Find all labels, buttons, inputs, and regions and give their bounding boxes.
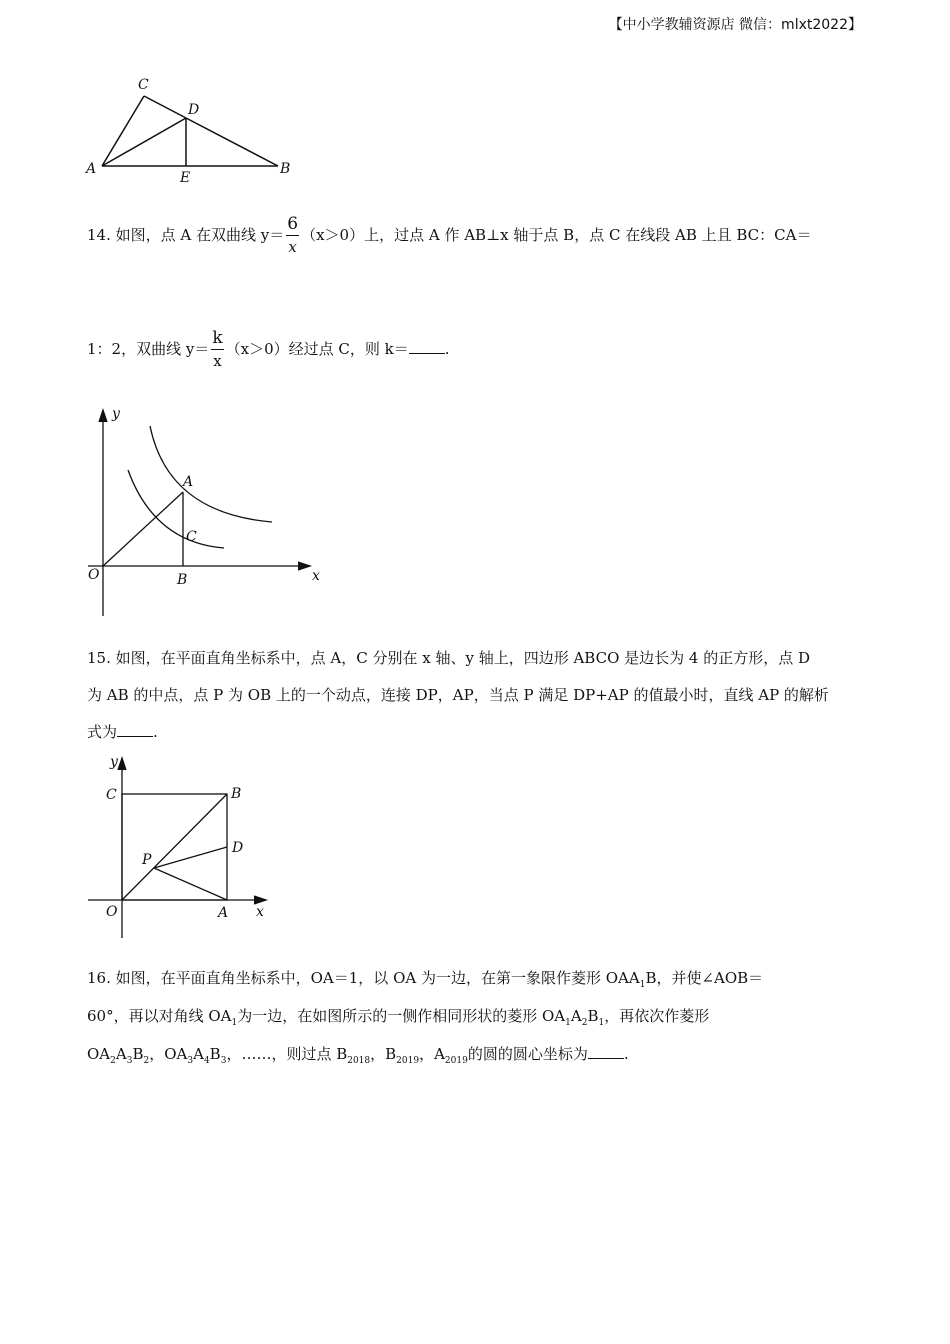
- q16-line3: $OA_2A_3B_2$，$OA_3A_4B_3$，……，则过点 $B_{2018}$，$B_{2019}$，$A_{2019}$的圆的圆心坐标为 .: [87, 1045, 629, 1066]
- label-D: D: [232, 840, 244, 856]
- q14-line2: 1：2，双曲线 y＝ $\frac{k}{x}$ （x＞0）经过点 C，则 k＝ .: [87, 328, 450, 370]
- q15-line1: 15. 如图，在平面直角坐标系中，点 A，C 分别在 x 轴、y 轴上，四边形 ABCO 是边长为 4 的正方形，点 D: [87, 649, 811, 667]
- label-E: E: [180, 170, 191, 186]
- axis-y-label: y: [112, 406, 120, 422]
- answer-blank: [409, 339, 445, 354]
- label-O: O: [106, 904, 118, 920]
- label-C: C: [138, 77, 149, 93]
- label-B: B: [280, 161, 291, 177]
- label-P: P: [142, 852, 152, 868]
- label-C: C: [186, 529, 197, 545]
- q15-line2: 为 AB 的中点，点 P 为 OB 上的一个动点，连接 DP，AP，当点 P 满足 DP+AP 的值最小时，直线 AP 的解析: [87, 686, 829, 704]
- label-A: A: [86, 161, 97, 177]
- q15-line3: 式为 .: [87, 723, 158, 741]
- label-C: C: [106, 787, 117, 803]
- q16-line1: 16. 如图，在平面直角坐标系中，OA＝1，以 OA 为一边，在第一象限作菱形 $OAA_1B$，并使∠AOB＝: [87, 969, 764, 990]
- fraction-6-over-x: $\frac{6}{x}$: [287, 214, 299, 256]
- axis-x-label: x: [256, 904, 264, 920]
- axis-y-label: y: [110, 754, 118, 770]
- label-B: B: [231, 786, 242, 802]
- fraction-k-over-x: $\frac{k}{x}$: [212, 328, 223, 370]
- square-figure: [84, 750, 274, 942]
- triangle-figure: [80, 72, 300, 187]
- answer-blank: [117, 722, 153, 737]
- label-A: A: [218, 905, 229, 921]
- axis-x-label: x: [312, 568, 320, 584]
- q14-line1: 14. 如图，点 A 在双曲线 y＝ $\frac{6}{x}$ （x＞0）上，过点 A 作 AB⊥x 轴于点 B，点 C 在线段 AB 上且 BC：CA＝: [87, 214, 812, 256]
- label-O: O: [88, 567, 100, 583]
- label-B: B: [177, 572, 188, 588]
- label-D: D: [188, 102, 200, 118]
- answer-blank: [588, 1044, 624, 1059]
- q16-line2: 60°，再以对角线 $OA_1$为一边，在如图所示的一侧作相同形状的菱形 $OA_1A_2B_1$，再依次作菱形: [87, 1007, 710, 1028]
- label-A: A: [183, 474, 194, 490]
- header-watermark: 【中小学教辅资源店 微信：mlxt2022】: [608, 17, 862, 33]
- hyperbola-figure: [82, 404, 332, 620]
